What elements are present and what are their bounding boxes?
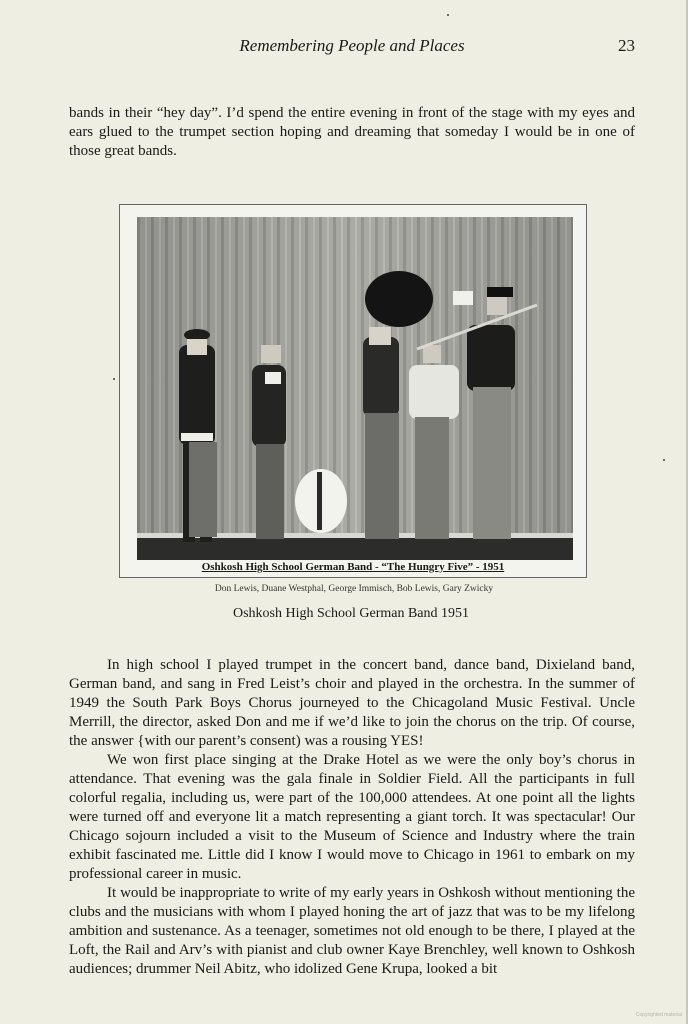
copyright-watermark: Copyrighted material: [635, 1012, 682, 1018]
body-paragraph: We won first place singing at the Drake Hotel as we were the only boy’s chorus in attendance. That evening was the gala finale in Soldier Field. All the participants in full colorful regalia, including us, were part of the 100,000 attendees. At one point all the lights were turned off and everyone lit a match representing a giant torch. It was spectacular! Our Chicago sojourn included a visit to the Museum of Science and Industry where the train exhibit fascinated me. Little did I know I would move to Chicago in 1961 to embark on my professional career in music.: [69, 752, 635, 882]
photo-figure: [119, 204, 587, 578]
figure-caption: Oshkosh High School German Band 1951: [232, 606, 470, 621]
speck-mark: [663, 459, 665, 461]
page-number: 23: [618, 36, 635, 55]
photo-inscription: Oshkosh High School German Band - “The Hungry Five” - 1951: [201, 561, 505, 573]
intro-paragraph: bands in their “hey day”. I’d spend the entire evening in front of the stage with my eyes and ears glued to the trumpet section hoping and dreaming that someday I would be in one of those great bands.: [69, 105, 635, 159]
body-paragraph: In high school I played trumpet in the concert band, dance band, Dixieland band, German band, and sang in Fred Leist’s choir and played in the orchestra. In the summer of 1949 the South Park Boys Chorus journeyed to the Chicagoland Music Festival. Uncle Merrill, the director, asked Don and me if we’d like to join the chorus on the trip. Of course, the answer {with our parent’s consent) was a rousing YES!: [69, 657, 635, 749]
band-photograph: [137, 217, 573, 560]
body-paragraph: It would be inappropriate to write of my early years in Oshkosh without mentioning the clubs and the musicians with whom I played honing the art of jazz that was to be my lifelong ambition and sustenance. As a teenager, sometimes not old enough to be there, I played at the Loft, the Rail and Arv’s with pianist and club owner Kaye Brenchley, well known to Oshkosh audiences; drummer Neil Abitz, who idolized Gene Krupa, looked a bit: [69, 885, 635, 977]
photo-names: Don Lewis, Duane Westphal, George Immisch, Bob Lewis, Gary Zwicky: [214, 584, 494, 594]
speck-mark: [447, 14, 449, 16]
speck-mark: [113, 378, 115, 380]
body-text: [69, 656, 635, 979]
running-header-title: Remembering People and Places: [239, 36, 465, 55]
